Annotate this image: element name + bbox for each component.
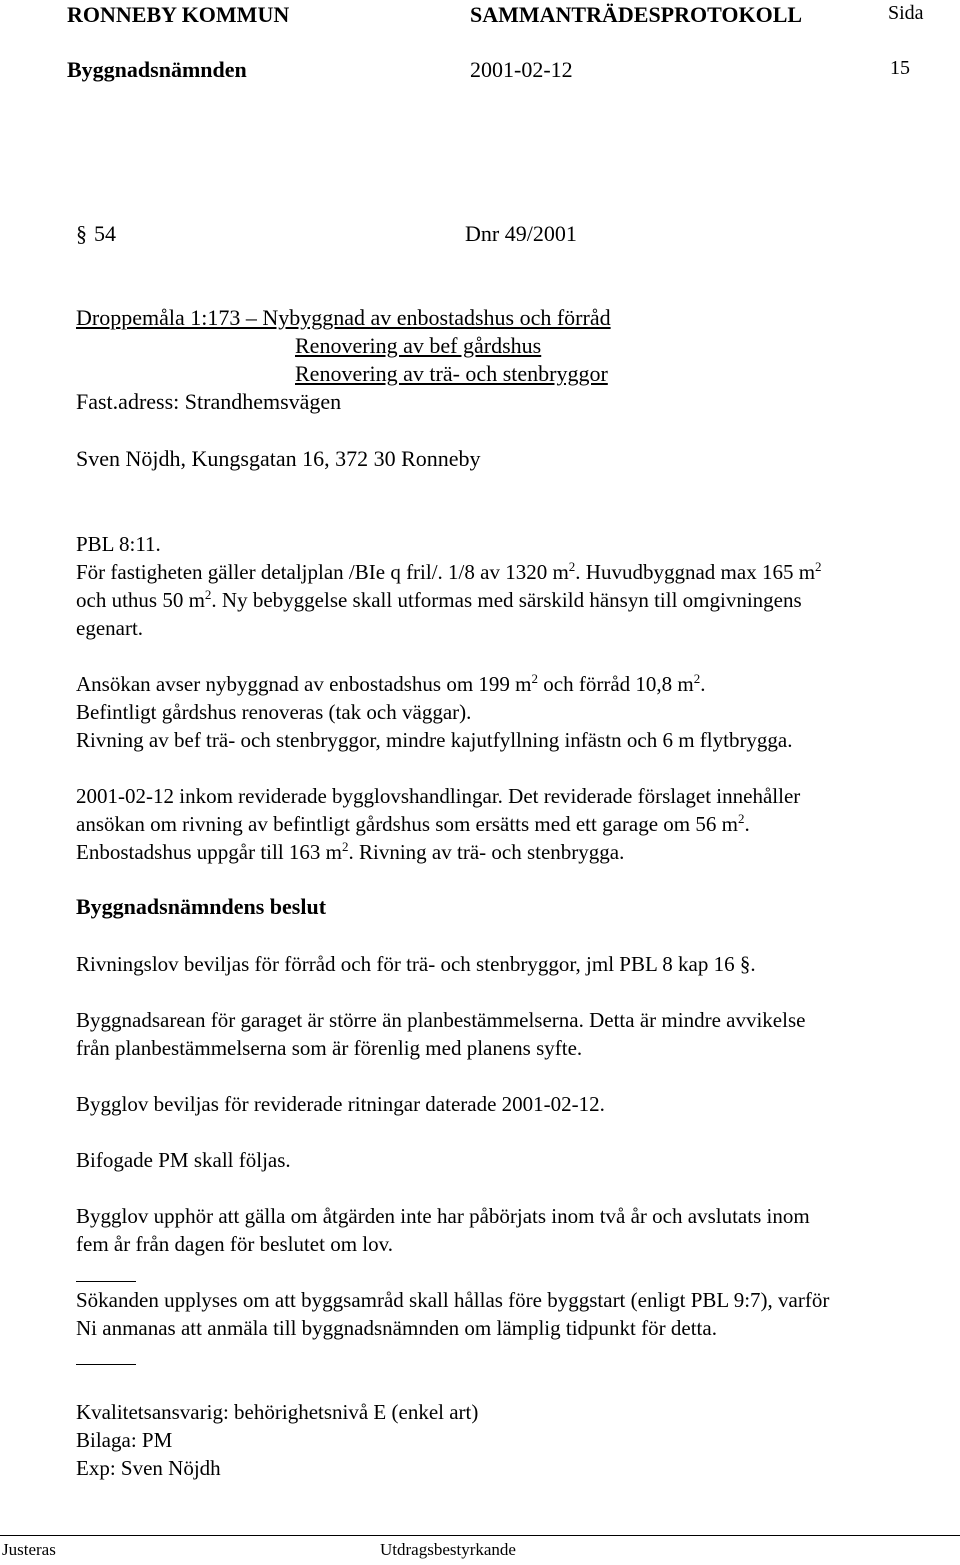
property-address: Fast.adress: Strandhemsvägen xyxy=(76,389,342,414)
quality-responsible: Kvalitetsansvarig: behörighetsnivå E (enkel art) xyxy=(76,1400,479,1424)
application-line-1: Ansökan avser nybyggnad av enbostadshus om 199 $m^2$ och förråd 10,8 $m^2$. xyxy=(76,671,706,696)
section-symbol: § xyxy=(76,221,87,246)
justeras-label: Justeras xyxy=(2,1540,56,1559)
revision-line-1: 2001-02-12 inkom reviderade bygglovshandlingar. Det reviderade förslaget innehåller xyxy=(76,784,801,808)
applicant: Sven Nöjdh, Kungsgatan 16, 372 30 Ronneby xyxy=(76,446,481,471)
application-line-2: Befintligt gårdshus renoveras (tak och väggar). xyxy=(76,700,472,724)
notice-line-1: Sökanden upplyses om att byggsamråd skall hållas före byggstart (enligt PBL 9:7), varför xyxy=(76,1288,830,1312)
decision-pm: Bifogade PM skall följas. xyxy=(76,1148,291,1172)
meeting-date: 2001-02-12 xyxy=(470,57,573,82)
case-title-3: Renovering av trä- och stenbryggor xyxy=(295,361,608,386)
protocol-title: SAMMANTRÄDESPROTOKOLL xyxy=(470,2,803,27)
decision-demolition: Rivningslov beviljas för förråd och för trä- och stenbryggor, jml PBL 8 kap 16 §. xyxy=(76,952,756,976)
separator-line-2 xyxy=(76,1364,136,1365)
dispatched-to: Exp: Sven Nöjdh xyxy=(76,1456,221,1480)
revision-line-3: Enbostadshus uppgår till 163 $m^2$. Rivning av trä- och stenbrygga. xyxy=(76,839,625,864)
decision-area-line-2: från planbestämmelserna som är förenlig med planens syfte. xyxy=(76,1036,583,1060)
decision-permit: Bygglov beviljas för reviderade ritningar daterade 2001-02-12. xyxy=(76,1092,605,1116)
pbl-line-3: egenart. xyxy=(76,616,144,640)
page-label: Sida xyxy=(888,2,924,24)
pbl-reference: PBL 8:11. xyxy=(76,532,161,556)
section-number: 54 xyxy=(94,221,116,246)
page-number: 15 xyxy=(890,57,910,79)
board-name: Byggnadsnämnden xyxy=(67,57,247,82)
decision-expiry-line-2: fem år från dagen för beslutet om lov. xyxy=(76,1232,394,1256)
municipality-name: RONNEBY KOMMUN xyxy=(67,2,290,27)
separator-line-1 xyxy=(76,1281,136,1282)
decision-area-line-1: Byggnadsarean för garaget är större än planbestämmelserna. Detta är mindre avvikelse xyxy=(76,1008,806,1032)
pbl-line-1: För fastigheten gäller detaljplan /BIe q fril/. 1/8 av 1320 $m^2$. Huvudbyggnad max 165 $m^2$ xyxy=(76,559,822,584)
extract-label: Utdragsbestyrkande xyxy=(380,1540,516,1559)
case-title-1: Droppemåla 1:173 – Nybyggnad av enbostadshus och förråd xyxy=(76,305,611,330)
attachment: Bilaga: PM xyxy=(76,1428,173,1452)
signature-rule xyxy=(0,1535,960,1536)
case-dnr: Dnr 49/2001 xyxy=(465,221,577,246)
case-title-2: Renovering av bef gårdshus xyxy=(295,333,542,358)
revision-line-2: ansökan om rivning av befintligt gårdshus som ersätts med ett garage om 56 $m^2$. xyxy=(76,811,750,836)
pbl-line-2: och uthus 50 $m^2$. Ny bebyggelse skall utformas med särskild hänsyn till omgivningens xyxy=(76,587,802,612)
decision-heading: Byggnadsnämndens beslut xyxy=(76,894,327,919)
application-line-3: Rivning av bef trä- och stenbryggor, mindre kajutfyllning infästn och 6 m flytbrygga. xyxy=(76,728,793,752)
decision-expiry-line-1: Bygglov upphör att gälla om åtgärden inte har påbörjats inom två år och avslutats inom xyxy=(76,1204,810,1228)
notice-line-2: Ni anmanas att anmäla till byggnadsnämnden om lämplig tidpunkt för detta. xyxy=(76,1316,717,1340)
